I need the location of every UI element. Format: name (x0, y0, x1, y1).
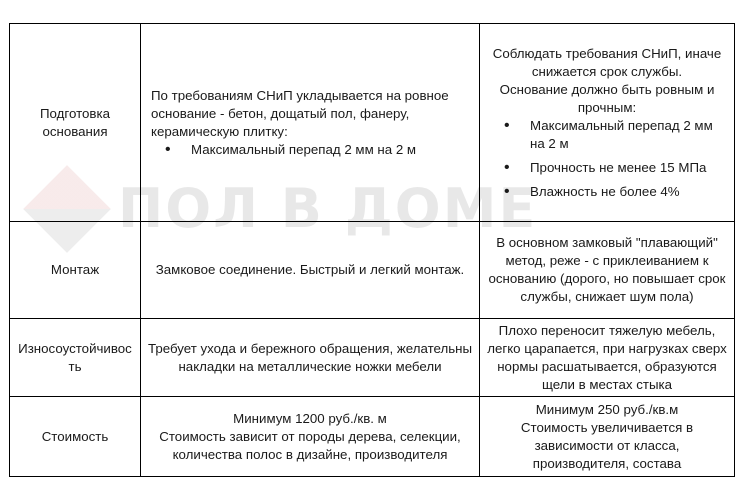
price-text: Минимум 1200 руб./кв. м (233, 410, 387, 426)
cell-text: Основание должно быть ровным и прочным: (499, 81, 715, 115)
cell-col2 (141, 397, 480, 477)
list-item: • Прочность не менее 15 МПа (530, 159, 728, 177)
bullet-list (147, 141, 473, 159)
list-item: • Максимальный перепад 2 мм на 2 м (191, 141, 473, 159)
table-row (10, 24, 735, 222)
cell-col3 (480, 397, 735, 477)
watermark-text: ПОЛ В ДОМЕ (118, 177, 538, 240)
list-item: • Влажность не более 4% (530, 183, 728, 201)
row-label: Подготовка основания (10, 24, 141, 222)
row-label: Стоимость (10, 397, 141, 477)
cell-text: Соблюдать требования СНиП, иначе снижается срок службы. (492, 45, 722, 79)
table-row (10, 222, 735, 319)
price-text: Минимум 250 руб./кв.м (535, 401, 679, 417)
cell-text: Стоимость увеличивается в зависимости от класса, производителя, состава (520, 419, 694, 471)
cell-col3 (480, 24, 735, 222)
cell-col2: Требует ухода и бережного обращения, желательны накладки на металлические ножки мебели (141, 319, 480, 397)
row-label: Износоустойчивость (10, 319, 141, 397)
row-label: Монтаж (10, 222, 141, 319)
comparison-table (9, 23, 735, 477)
cell-col3: Плохо переносит тяжелую мебель, легко царапается, при нагрузках сверх нормы расшатывается, образуются щели в местах стыка (480, 319, 735, 397)
bullet-list (486, 117, 728, 201)
cell-text: По требованиям СНиП укладывается на ровное основание - бетон, дощатый пол, фанеру, керамическую плитку: (151, 87, 449, 139)
table-row (10, 397, 735, 477)
list-item: • Максимальный перепад 2 мм на 2 м (530, 117, 728, 153)
cell-col2: Замковое соединение. Быстрый и легкий монтаж. (141, 222, 480, 319)
cell-col3: В основном замковый "плавающий" метод, реже - с приклеиванием к основанию (дорого, но повышает срок службы, снижает шум пола) (480, 222, 735, 319)
cell-col2 (141, 24, 480, 222)
cell-text: Стоимость зависит от породы дерева, селекции, количества полос в дизайне, производителя (159, 428, 461, 462)
table-row (10, 319, 735, 397)
